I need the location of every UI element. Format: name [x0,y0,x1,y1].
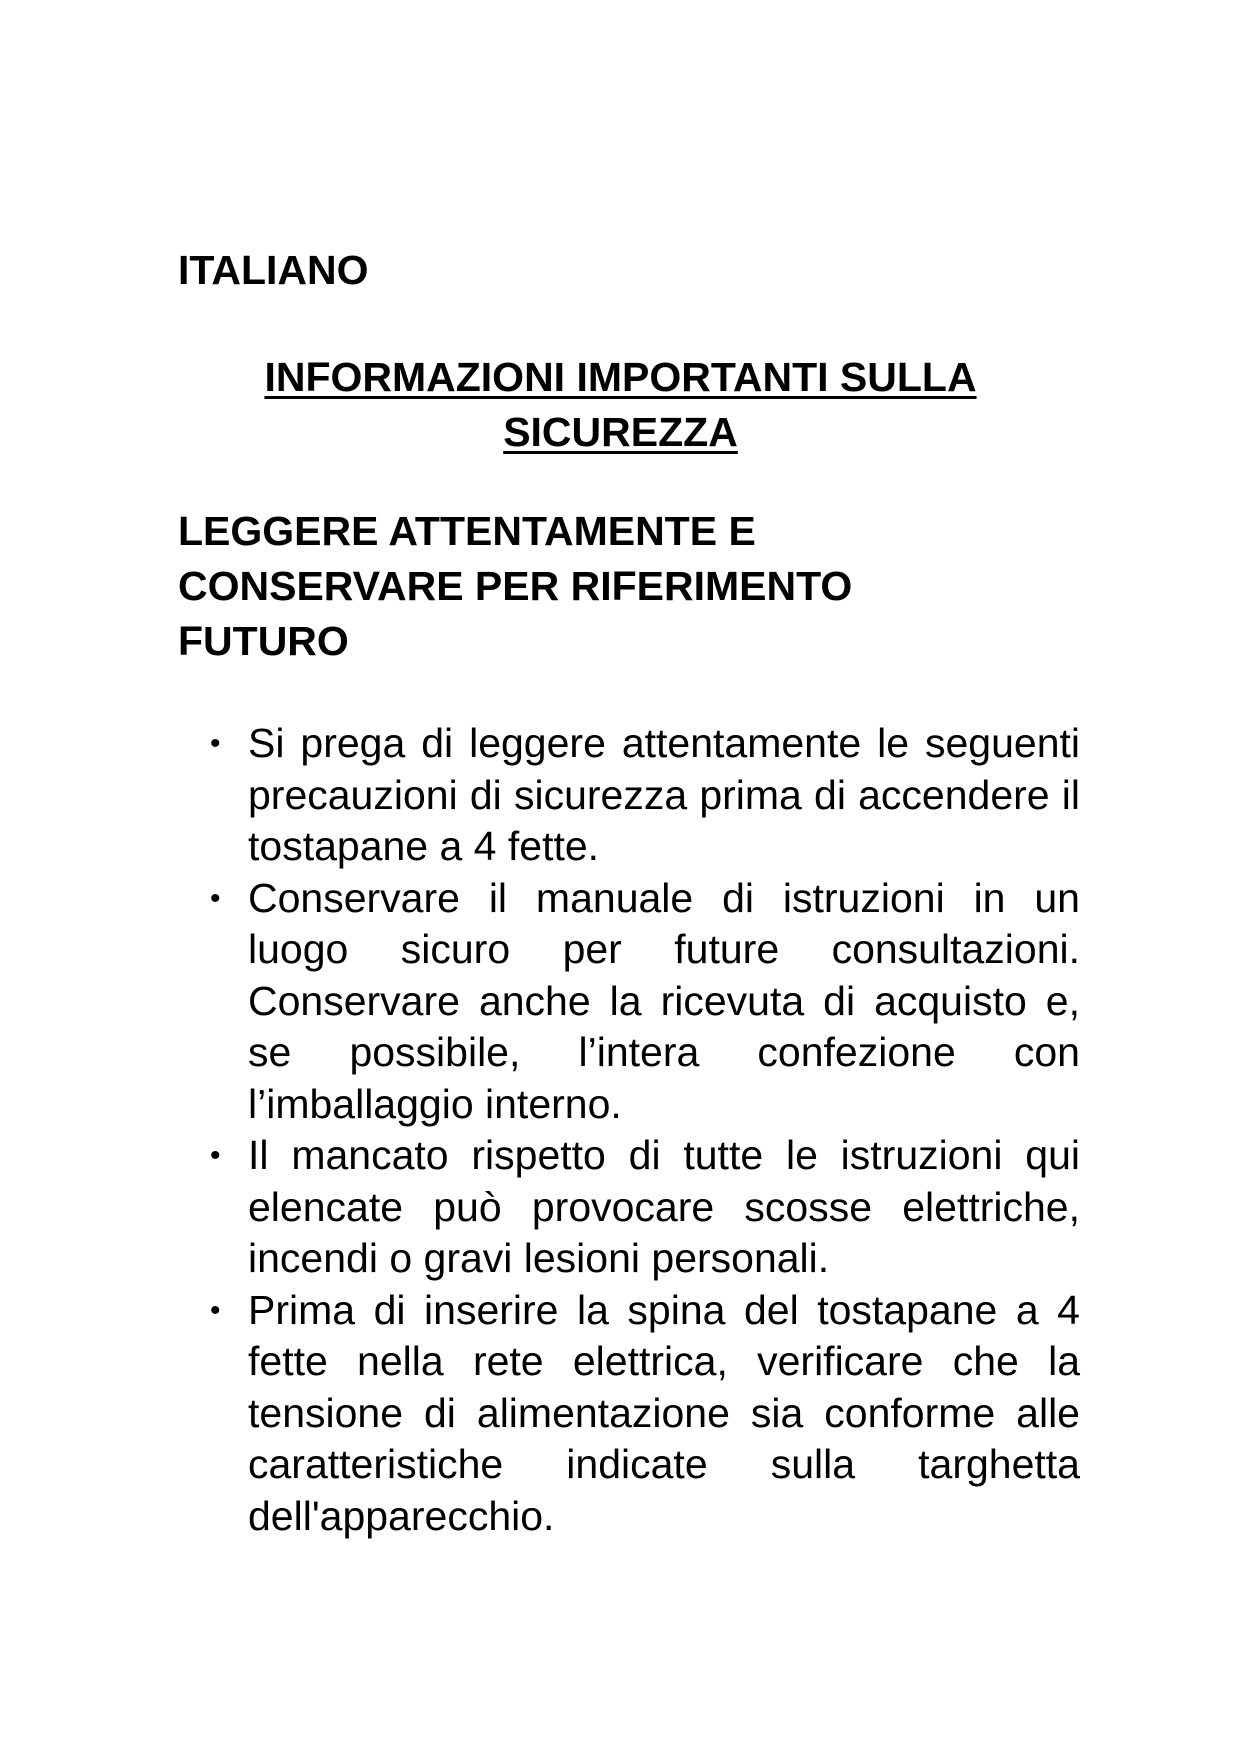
read-and-keep-line-3: FUTURO [178,618,349,664]
bullet-dot-icon: • [210,727,221,760]
list-item-text: Il mancato rispetto di tutte le istruzioni qui elencate può provocare scosse elettriche, incendi o gravi lesioni personali. [248,1132,1080,1281]
list-item [210,1285,1080,1543]
read-and-keep-heading [178,504,1078,669]
list-item-text: Conservare il manuale di istruzioni in un luogo sicuro per future consultazioni. Conservare anche la ricevuta di acquisto e, se possibile, l’intera confezione con l’imballaggio interno. [248,874,1080,1127]
read-and-keep-line-2: CONSERVARE PER RIFERIMENTO [178,563,853,609]
bullet-dot-icon: • [210,1293,221,1327]
read-and-keep-line-1: LEGGERE ATTENTAMENTE E [178,508,756,554]
list-item [210,873,1080,1131]
safety-title-line-2: SICUREZZA [503,409,738,455]
list-item-text: Prima di inserire la spina del tostapane a 4 fette nella rete elettrica, verificare che la tensione di alimentazione sia conforme alle caratteristiche indicate sulla targhetta dell'apparecchio. [248,1286,1080,1539]
bullet-dot-icon: • [210,881,221,915]
bullet-dot-icon: • [210,1139,221,1172]
safety-title [178,350,1063,460]
language-heading: ITALIANO [178,247,369,293]
list-item [210,718,1080,873]
list-item-text: Si prega di leggere attentamente le seguenti precauzioni di sicurezza prima di accendere il tostapane a 4 fette. [248,720,1080,869]
safety-instructions-list [210,718,1080,1542]
list-item [210,1130,1080,1285]
safety-title-line-1: INFORMAZIONI IMPORTANTI SULLA [264,354,977,400]
